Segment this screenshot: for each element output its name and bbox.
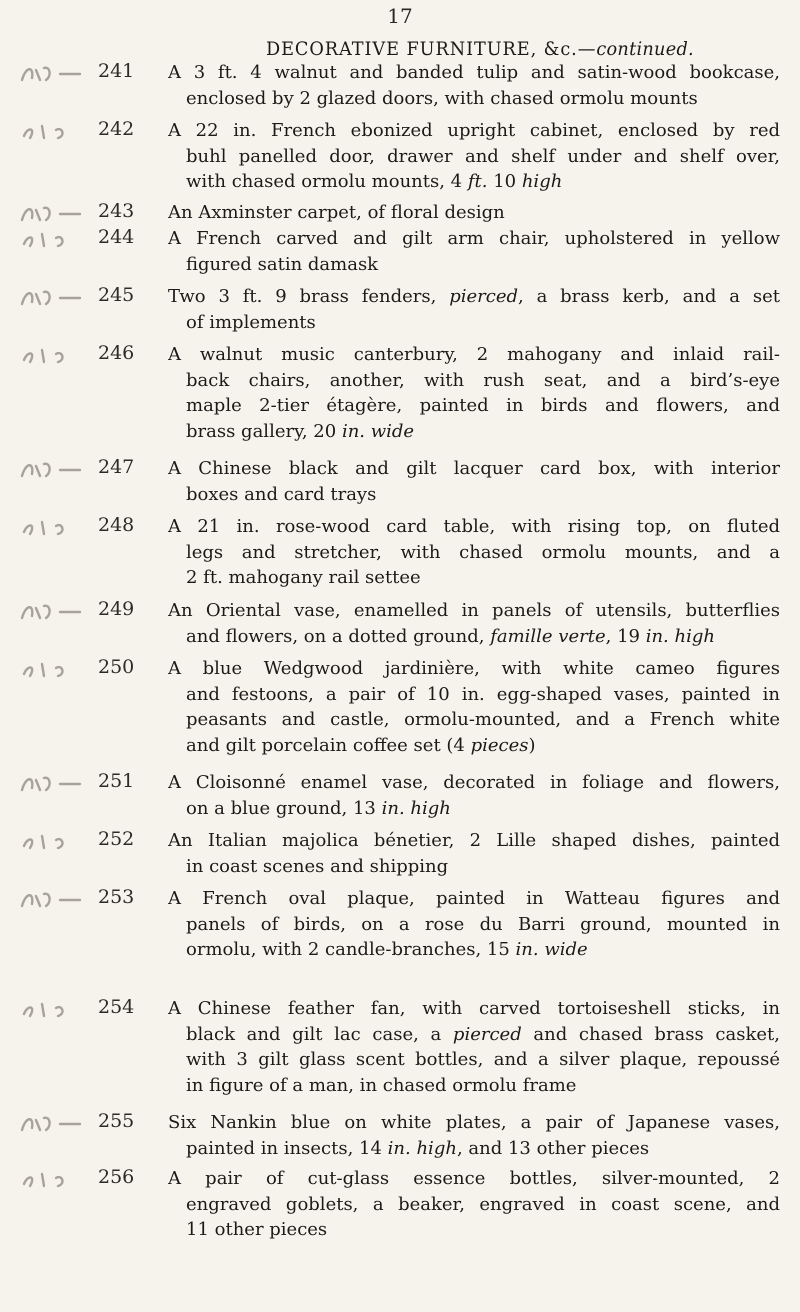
lot-number: 251 <box>98 770 135 792</box>
lot-number: 246 <box>98 342 135 364</box>
lot-description-line: An Italian majolica bénetier, 2 Lille shaped dishes, painted <box>168 830 780 851</box>
lot-description <box>168 598 780 649</box>
pencil-annotation-icon <box>16 830 90 854</box>
lot-description-line: boxes and card trays <box>186 483 377 505</box>
pencil-annotation-icon <box>16 344 90 368</box>
lot-description-line: enclosed by 2 glazed doors, with chased ormolu mounts <box>186 87 698 109</box>
lot-description-line: engraved goblets, a beaker, engraved in coast scene, and <box>186 1193 780 1215</box>
pencil-annotation-icon <box>16 202 90 226</box>
lot-number: 242 <box>98 118 135 140</box>
lot-description-line: A Chinese feather fan, with carved tortoiseshell sticks, in <box>168 998 780 1019</box>
lot-number: 255 <box>98 1110 135 1132</box>
pencil-annotation-icon <box>16 998 90 1022</box>
lot-description-line: 11 other pieces <box>186 1219 328 1240</box>
pencil-annotation-icon <box>16 120 90 144</box>
lot-number: 256 <box>98 1166 135 1188</box>
lot-description <box>168 284 780 335</box>
lot-description-line: An Axminster carpet, of floral design <box>168 202 505 223</box>
lot-number: 252 <box>98 828 135 850</box>
lot-description-line: buhl panelled door, drawer and shelf under and shelf over, <box>186 145 780 167</box>
lot-number: 244 <box>98 226 135 248</box>
lot-description-line: A French carved and gilt arm chair, upholstered in yellow <box>168 228 780 249</box>
lot-description-line: maple 2-tier étagère, painted in birds and flowers, and <box>186 395 780 416</box>
lot-description <box>168 342 780 444</box>
lot-number: 253 <box>98 886 135 908</box>
lot-number: 241 <box>98 60 135 82</box>
lot-number: 243 <box>98 200 135 222</box>
lot-description-line: A 22 in. French ebonized upright cabinet, enclosed by red <box>168 120 780 141</box>
pencil-annotation-icon <box>16 228 90 252</box>
lot-description-line: brass gallery, 20 in. wide <box>186 420 415 442</box>
lot-description-line: with 3 gilt glass scent bottles, and a silver plaque, repoussé <box>186 1049 780 1070</box>
lot-number: 247 <box>98 456 135 478</box>
lot-description <box>168 514 780 591</box>
lot-description-line: painted in insects, 14 in. high, and 13 other pieces <box>186 1137 650 1159</box>
lot-number: 249 <box>98 598 135 620</box>
lot-description-line: A blue Wedgwood jardinière, with white cameo figures <box>168 658 780 679</box>
lot-number: 250 <box>98 656 135 678</box>
lot-description-line: on a blue ground, 13 in. high <box>186 797 451 819</box>
lot-number: 245 <box>98 284 135 306</box>
pencil-annotation-icon <box>16 458 90 482</box>
lot-description-line: peasants and castle, ormolu-mounted, and a French white <box>186 709 780 730</box>
pencil-annotation-icon <box>16 772 90 796</box>
lot-description-line: Six Nankin blue on white plates, a pair of Japanese vases, <box>168 1112 780 1133</box>
lot-number: 254 <box>98 996 135 1018</box>
pencil-annotation-icon <box>16 1112 90 1136</box>
lot-description-line: black and gilt lac case, a pierced and chased brass casket, <box>186 1023 780 1045</box>
lot-description-line: A Chinese black and gilt lacquer card box, with interior <box>168 458 780 479</box>
lot-description <box>168 1110 780 1161</box>
lot-description-line: and flowers, on a dotted ground, famille verte, 19 in. high <box>186 625 715 647</box>
pencil-annotation-icon <box>16 600 90 624</box>
lot-description-line: A French oval plaque, painted in Watteau figures and <box>168 888 780 909</box>
lot-description-line: figured satin damask <box>186 253 379 275</box>
lot-description-line: 2 ft. mahogany rail settee <box>186 567 421 588</box>
lot-description-line: in figure of a man, in chased ormolu frame <box>186 1074 577 1096</box>
lot-number: 248 <box>98 514 135 536</box>
lot-description <box>168 60 780 111</box>
lot-description-line: with chased ormolu mounts, 4 ft. 10 high <box>186 171 563 192</box>
lot-description <box>168 828 780 879</box>
lot-description-line: A pair of cut-glass essence bottles, silver-mounted, 2 <box>168 1168 780 1189</box>
page-number: 17 <box>387 4 413 28</box>
lot-description-line: A 21 in. rose-wood card table, with rising top, on fluted <box>168 516 780 537</box>
lot-description <box>168 200 780 226</box>
lot-description <box>168 656 780 758</box>
lot-description-line: and gilt porcelain coffee set (4 pieces) <box>186 734 536 756</box>
lot-description <box>168 456 780 507</box>
lot-description-line: Two 3 ft. 9 brass fenders, pierced, a brass kerb, and a set <box>168 286 780 307</box>
lot-description <box>168 118 780 195</box>
lot-description-line: A walnut music canterbury, 2 mahogany and inlaid rail- <box>168 344 780 365</box>
lot-description-line: in coast scenes and shipping <box>186 855 449 877</box>
lot-description <box>168 226 780 277</box>
lot-description-line: panels of birds, on a rose du Barri ground, mounted in <box>186 913 780 935</box>
pencil-annotation-icon <box>16 62 90 86</box>
lot-description-line: An Oriental vase, enamelled in panels of utensils, butterflies <box>168 600 780 621</box>
pencil-annotation-icon <box>16 888 90 912</box>
heading-title: DECORATIVE FURNITURE, &c.— <box>266 38 597 60</box>
lot-description-line: ormolu, with 2 candle-branches, 15 in. wide <box>186 939 588 960</box>
lot-description-line: A Cloisonné enamel vase, decorated in foliage and flowers, <box>168 772 780 793</box>
lot-description-line: back chairs, another, with rush seat, and a bird’s-eye <box>186 369 780 391</box>
pencil-annotation-icon <box>16 516 90 540</box>
lot-description <box>168 1166 780 1243</box>
lot-description-line: A 3 ft. 4 walnut and banded tulip and satin-wood bookcase, <box>168 62 780 83</box>
lot-description-line: of implements <box>186 311 316 333</box>
pencil-annotation-icon <box>16 1168 90 1192</box>
lot-description-line: and festoons, a pair of 10 in. egg-shaped vases, painted in <box>186 683 780 705</box>
pencil-annotation-icon <box>16 658 90 682</box>
lot-description <box>168 886 780 963</box>
heading-continued: continued. <box>596 38 694 60</box>
pencil-annotation-icon <box>16 286 90 310</box>
lot-description-line: legs and stretcher, with chased ormolu mounts, and a <box>186 541 780 563</box>
lot-description <box>168 996 780 1098</box>
section-heading <box>266 38 694 60</box>
lot-description <box>168 770 780 821</box>
